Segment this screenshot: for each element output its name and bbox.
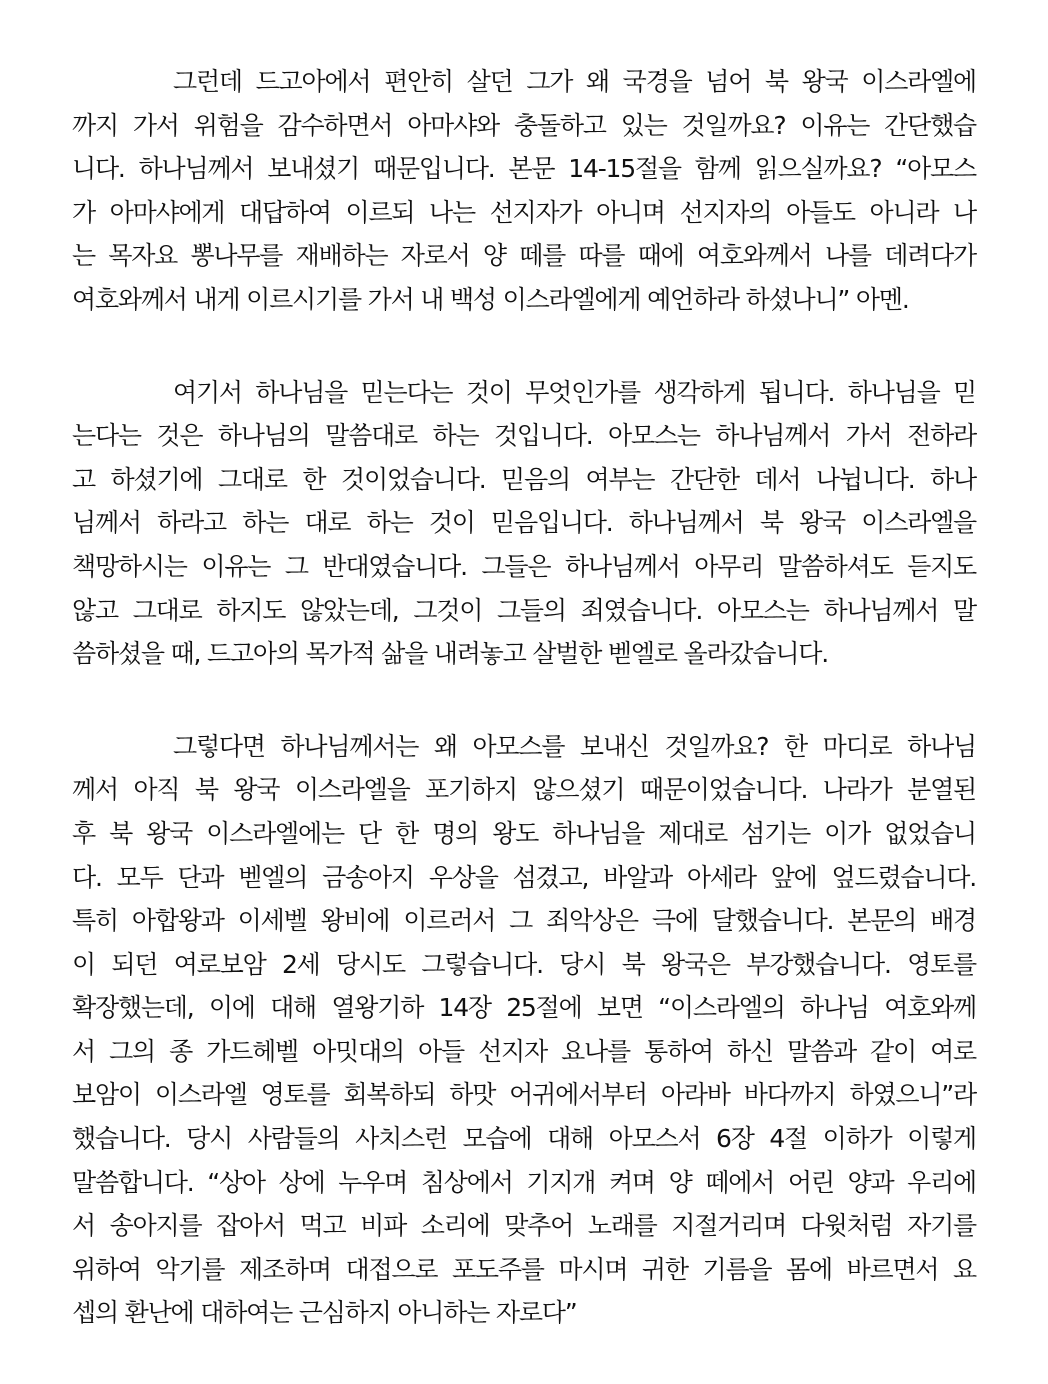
paragraph-2 (72, 371, 976, 676)
text-line: 고 하셨기에 그대로 한 것이었습니다. 믿음의 여부는 간단한 데서 나뉩니다. 하나 (72, 464, 976, 494)
text-line: 가 아마샤에게 대답하여 이르되 나는 선지자가 아니며 선지자의 아들도 아니라 나 (72, 197, 976, 227)
text-line: 위하여 악기를 제조하며 대접으로 포도주를 마시며 귀한 기름을 몸에 바르면서 요 (72, 1254, 976, 1284)
text-line: 그렇다면 하나님께서는 왜 아모스를 보내신 것일까요? 한 마디로 하나님 (173, 731, 976, 761)
text-line: 셉의 환난에 대하여는 근심하지 아니하는 자로다” (72, 1298, 577, 1328)
text-line: 확장했는데, 이에 대해 열왕기하 14장 25절에 보면 “이스라엘의 하나님 여호와께 (72, 993, 976, 1023)
text-line: 말씀합니다. “상아 상에 누우며 침상에서 기지개 켜며 양 떼에서 어린 양과 우리에 (72, 1167, 976, 1197)
paragraph-1 (72, 60, 976, 322)
text-line: 님께서 하라고 하는 대로 하는 것이 믿음입니다. 하나님께서 북 왕국 이스라엘을 (72, 508, 976, 538)
text-line: 책망하시는 이유는 그 반대였습니다. 그들은 하나님께서 아무리 말씀하셔도 듣지도 (72, 551, 976, 581)
text-line: 는 목자요 뽕나무를 재배하는 자로서 양 떼를 따를 때에 여호와께서 나를 데려다가 (72, 241, 976, 271)
text-line: 씀하셨을 때, 드고아의 목가적 삶을 내려놓고 살벌한 벧엘로 올라갔습니다. (72, 639, 828, 669)
text-line: 께서 아직 북 왕국 이스라엘을 포기하지 않으셨기 때문이었습니다. 나라가 분열된 (72, 775, 976, 805)
text-line: 했습니다. 당시 사람들의 사치스런 모습에 대해 아모스서 6장 4절 이하가 이렇게 (72, 1124, 976, 1154)
text-line: 않고 그대로 하지도 않았는데, 그것이 그들의 죄였습니다. 아모스는 하나님께서 말 (72, 595, 976, 625)
paragraph-3 (72, 725, 976, 1335)
text-line: 여호와께서 내게 이르시기를 가서 내 백성 이스라엘에게 예언하라 하셨나니” 아멘. (72, 284, 909, 314)
text-line: 서 송아지를 잡아서 먹고 비파 소리에 맞추어 노래를 지절거리며 다윗처럼 자기를 (72, 1211, 976, 1241)
text-line: 까지 가서 위험을 감수하면서 아마샤와 충돌하고 있는 것일까요? 이유는 간단했습 (72, 110, 976, 140)
text-line: 다. 모두 단과 벧엘의 금송아지 우상을 섬겼고, 바알과 아세라 앞에 엎드렸습니다. (72, 862, 976, 892)
text-line: 니다. 하나님께서 보내셨기 때문입니다. 본문 14-15절을 함께 읽으실까요? “아모스 (72, 154, 976, 184)
text-line: 는다는 것은 하나님의 말씀대로 하는 것입니다. 아모스는 하나님께서 가서 전하라 (72, 421, 976, 451)
text-line: 이 되던 여로보암 2세 당시도 그렇습니다. 당시 북 왕국은 부강했습니다. 영토를 (72, 949, 976, 979)
document-page (72, 60, 976, 1384)
text-line: 특히 아합왕과 이세벨 왕비에 이르러서 그 죄악상은 극에 달했습니다. 본문의 배경 (72, 906, 976, 936)
text-line: 서 그의 종 가드헤벨 아밋대의 아들 선지자 요나를 통하여 하신 말씀과 같이 여로 (72, 1036, 976, 1066)
text-line: 후 북 왕국 이스라엘에는 단 한 명의 왕도 하나님을 제대로 섬기는 이가 없었습니 (72, 818, 976, 848)
text-line: 그런데 드고아에서 편안히 살던 그가 왜 국경을 넘어 북 왕국 이스라엘에 (173, 67, 976, 96)
text-line: 여기서 하나님을 믿는다는 것이 무엇인가를 생각하게 됩니다. 하나님을 믿 (173, 377, 976, 407)
text-line: 보암이 이스라엘 영토를 회복하되 하맛 어귀에서부터 아라바 바다까지 하였으니”라 (72, 1080, 976, 1110)
